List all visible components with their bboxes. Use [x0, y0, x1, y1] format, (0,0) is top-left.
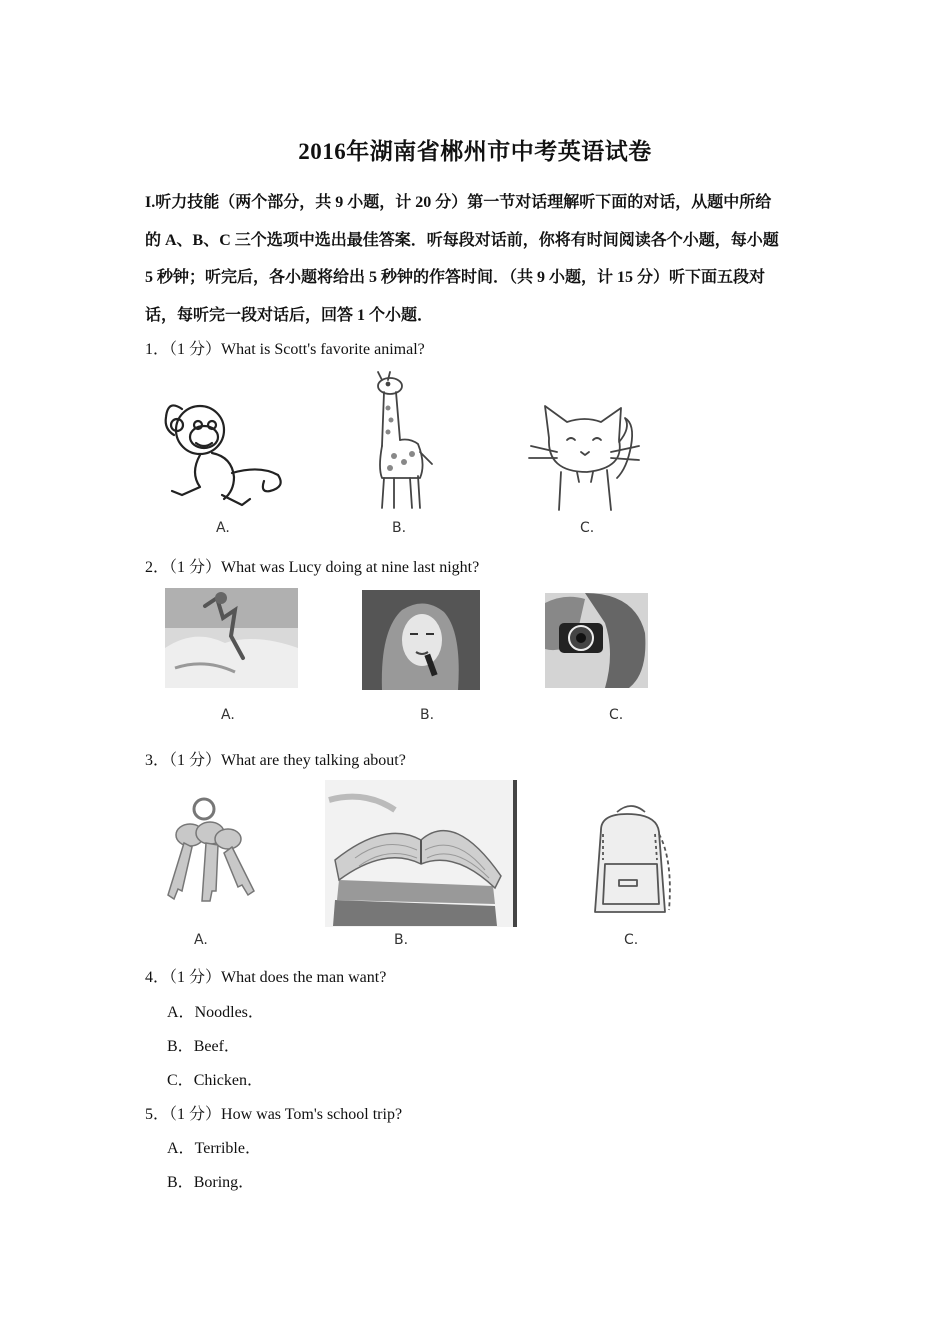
- question-text: What was Lucy doing at nine last night?: [221, 559, 480, 576]
- q4-option-c[interactable]: [167, 1067, 263, 1090]
- question-5: [145, 1101, 402, 1124]
- giraffe-icon[interactable]: [360, 368, 450, 513]
- camera-photo[interactable]: [545, 593, 648, 688]
- question-text: How was Tom's school trip?: [221, 1106, 403, 1123]
- books-icon[interactable]: [325, 780, 517, 927]
- q1-option-b-label: B.: [392, 520, 407, 536]
- section-intro-line-1: I.听力技能（两个部分，共 9 小题，计 20 分）第一节对话理解听下面的对话，从题中所给: [145, 194, 772, 211]
- question-score: （1 分）: [169, 969, 222, 986]
- q2-option-c-label: C.: [609, 707, 624, 723]
- option-text: Beef．: [193, 1038, 240, 1055]
- q3-option-c-label: C.: [624, 932, 639, 948]
- option-letter: A．: [167, 1004, 195, 1021]
- question-2: [145, 554, 479, 577]
- q1-option-c-label: C.: [580, 520, 595, 536]
- option-text: Boring．: [193, 1174, 255, 1191]
- keys-icon[interactable]: [162, 795, 260, 905]
- option-letter: C．: [167, 1072, 194, 1089]
- q5-option-b[interactable]: [167, 1169, 254, 1192]
- q4-option-b[interactable]: [167, 1033, 240, 1056]
- q4-option-a[interactable]: [167, 999, 264, 1022]
- question-number: 2．: [145, 559, 170, 576]
- option-letter: B．: [167, 1174, 194, 1191]
- q5-option-a[interactable]: [167, 1135, 261, 1158]
- question-score: （1 分）: [169, 1106, 222, 1123]
- monkey-icon[interactable]: [160, 395, 295, 520]
- option-text: Chicken．: [193, 1072, 264, 1089]
- question-number: 3．: [145, 752, 170, 769]
- option-text: Noodles．: [194, 1004, 264, 1021]
- backpack-icon[interactable]: [587, 800, 675, 920]
- q2-option-b-label: B.: [420, 707, 435, 723]
- question-score: （1 分）: [169, 752, 222, 769]
- q1-option-a-label: A.: [216, 520, 230, 536]
- q3-option-b-label: B.: [394, 932, 409, 948]
- option-text: Terrible．: [194, 1140, 261, 1157]
- question-3: [145, 747, 406, 770]
- question-score: （1 分）: [169, 559, 222, 576]
- question-number: 4．: [145, 969, 170, 986]
- question-text: What does the man want?: [221, 969, 387, 986]
- question-number: 1．: [145, 341, 170, 358]
- question-number: 5．: [145, 1106, 170, 1123]
- question-1: [145, 336, 425, 359]
- section-intro-line-4: 话，每听完一段对话后，回答 1 个小题．: [145, 307, 434, 324]
- q2-option-a-label: A.: [221, 707, 235, 723]
- question-text: What are they talking about?: [221, 752, 406, 769]
- option-letter: B．: [167, 1038, 194, 1055]
- q3-option-a-label: A.: [194, 932, 208, 948]
- singing-photo[interactable]: [362, 590, 480, 690]
- section-intro-line-2: 的 A、B、C 三个选项中选出最佳答案．听每段对话前，你将有时间阅读各个小题，每小题: [145, 232, 779, 249]
- dancing-photo[interactable]: [165, 588, 298, 688]
- option-letter: A．: [167, 1140, 195, 1157]
- section-intro-line-3: 5 秒钟；听完后，各小题将给出 5 秒钟的作答时间．（共 9 小题，计 15 分）听下面五段对: [145, 269, 766, 286]
- question-4: [145, 964, 386, 987]
- cat-icon[interactable]: [527, 398, 642, 513]
- question-score: （1 分）: [169, 341, 222, 358]
- question-text: What is Scott's favorite animal?: [221, 341, 425, 358]
- page-title: 2016年湖南省郴州市中考英语试卷: [298, 139, 652, 164]
